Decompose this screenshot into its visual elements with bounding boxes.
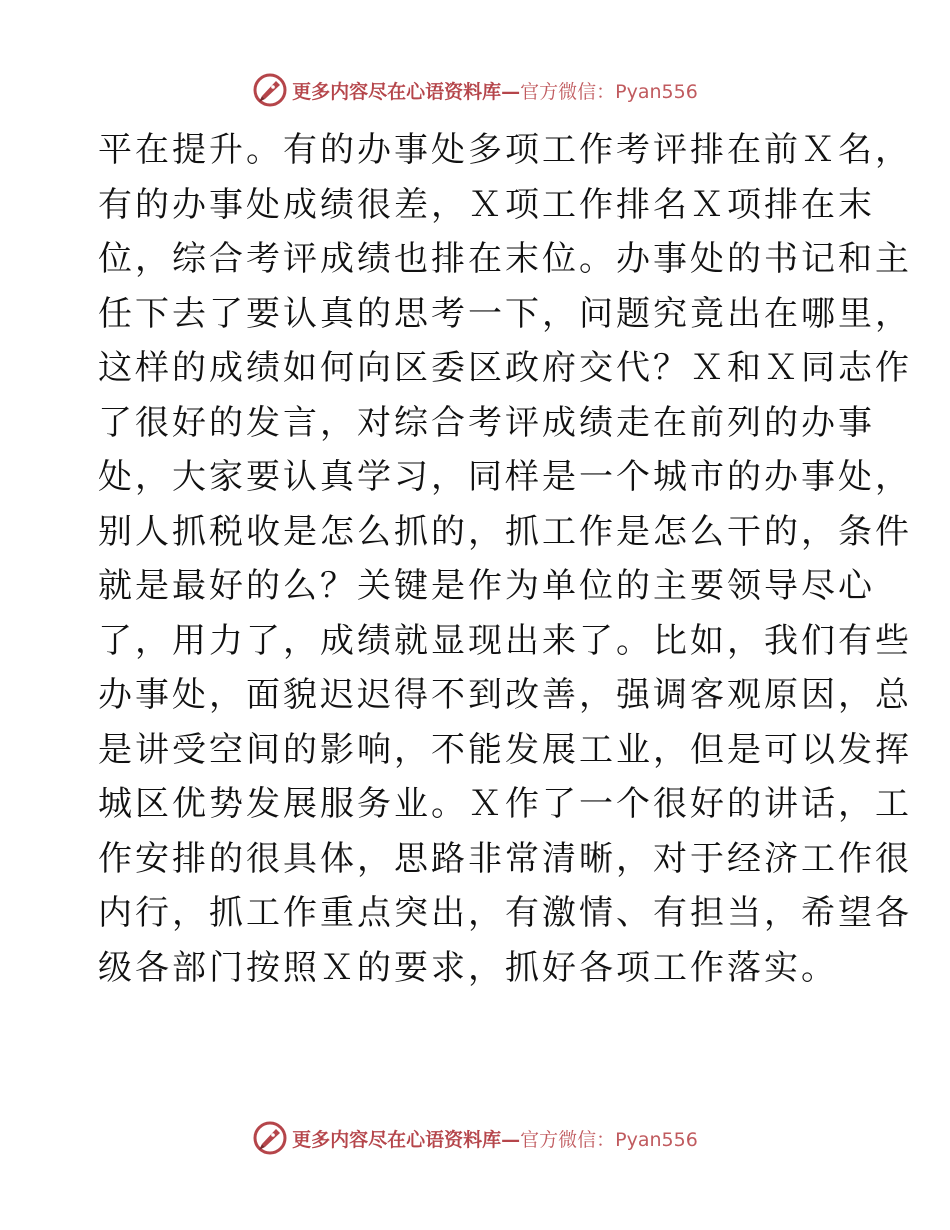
footer-banner-wechat: 官方微信：Pyan556: [520, 1128, 698, 1151]
body-line: 平在提升。有的办事处多项工作考评排在前Ｘ名，: [98, 130, 912, 170]
header-banner-content: [252, 72, 698, 108]
body-line: 城区优势发展服务业。Ｘ作了一个很好的讲话，工: [98, 784, 912, 824]
footer-banner-prefix: 更多内容尽在心语资料库—: [292, 1128, 521, 1151]
body-line: 作安排的很具体，思路非常清晰，对于经济工作很: [98, 838, 912, 879]
pen-nib-logo-icon: [252, 1120, 288, 1156]
body-line: 任下去了要认真的思考一下，问题究竟出在哪里，: [98, 293, 912, 334]
header-banner: [0, 70, 950, 110]
body-line: 有的办事处成绩很差，Ｘ项工作排名Ｘ项排在末: [98, 184, 875, 225]
footer-banner-content: [252, 1120, 698, 1156]
body-line: 别人抓税收是怎么抓的，抓工作是怎么干的，条件: [98, 511, 912, 552]
header-banner-wechat: 官方微信：Pyan556: [520, 80, 698, 103]
body-line: 位，综合考评成绩也排在末位。办事处的书记和主: [98, 239, 912, 279]
body-line: 处，大家要认真学习，同样是一个城市的办事处，: [98, 457, 912, 497]
body-line: 是讲受空间的影响，不能发展工业，但是可以发挥: [98, 729, 912, 770]
body-line: 这样的成绩如何向区委区政府交代？Ｘ和Ｘ同志作: [98, 348, 912, 388]
document-body: [98, 123, 912, 995]
footer-banner: [0, 1118, 950, 1158]
body-line: 内行，抓工作重点突出，有激情、有担当，希望各: [98, 893, 912, 933]
body-line: 就是最好的么？关键是作为单位的主要领导尽心: [98, 566, 875, 606]
body-line: 了，用力了，成绩就显现出来了。比如，我们有些: [98, 620, 912, 661]
body-line: 了很好的发言，对综合考评成绩走在前列的办事: [98, 402, 875, 443]
header-banner-text: [292, 77, 698, 104]
body-line: 级各部门按照Ｘ的要求，抓好各项工作落实。: [98, 947, 838, 988]
pen-nib-logo-icon: [252, 72, 288, 108]
header-banner-prefix: 更多内容尽在心语资料库—: [292, 80, 521, 103]
footer-banner-text: [292, 1125, 698, 1152]
body-line: 办事处，面貌迟迟得不到改善，强调客观原因，总: [98, 675, 912, 715]
